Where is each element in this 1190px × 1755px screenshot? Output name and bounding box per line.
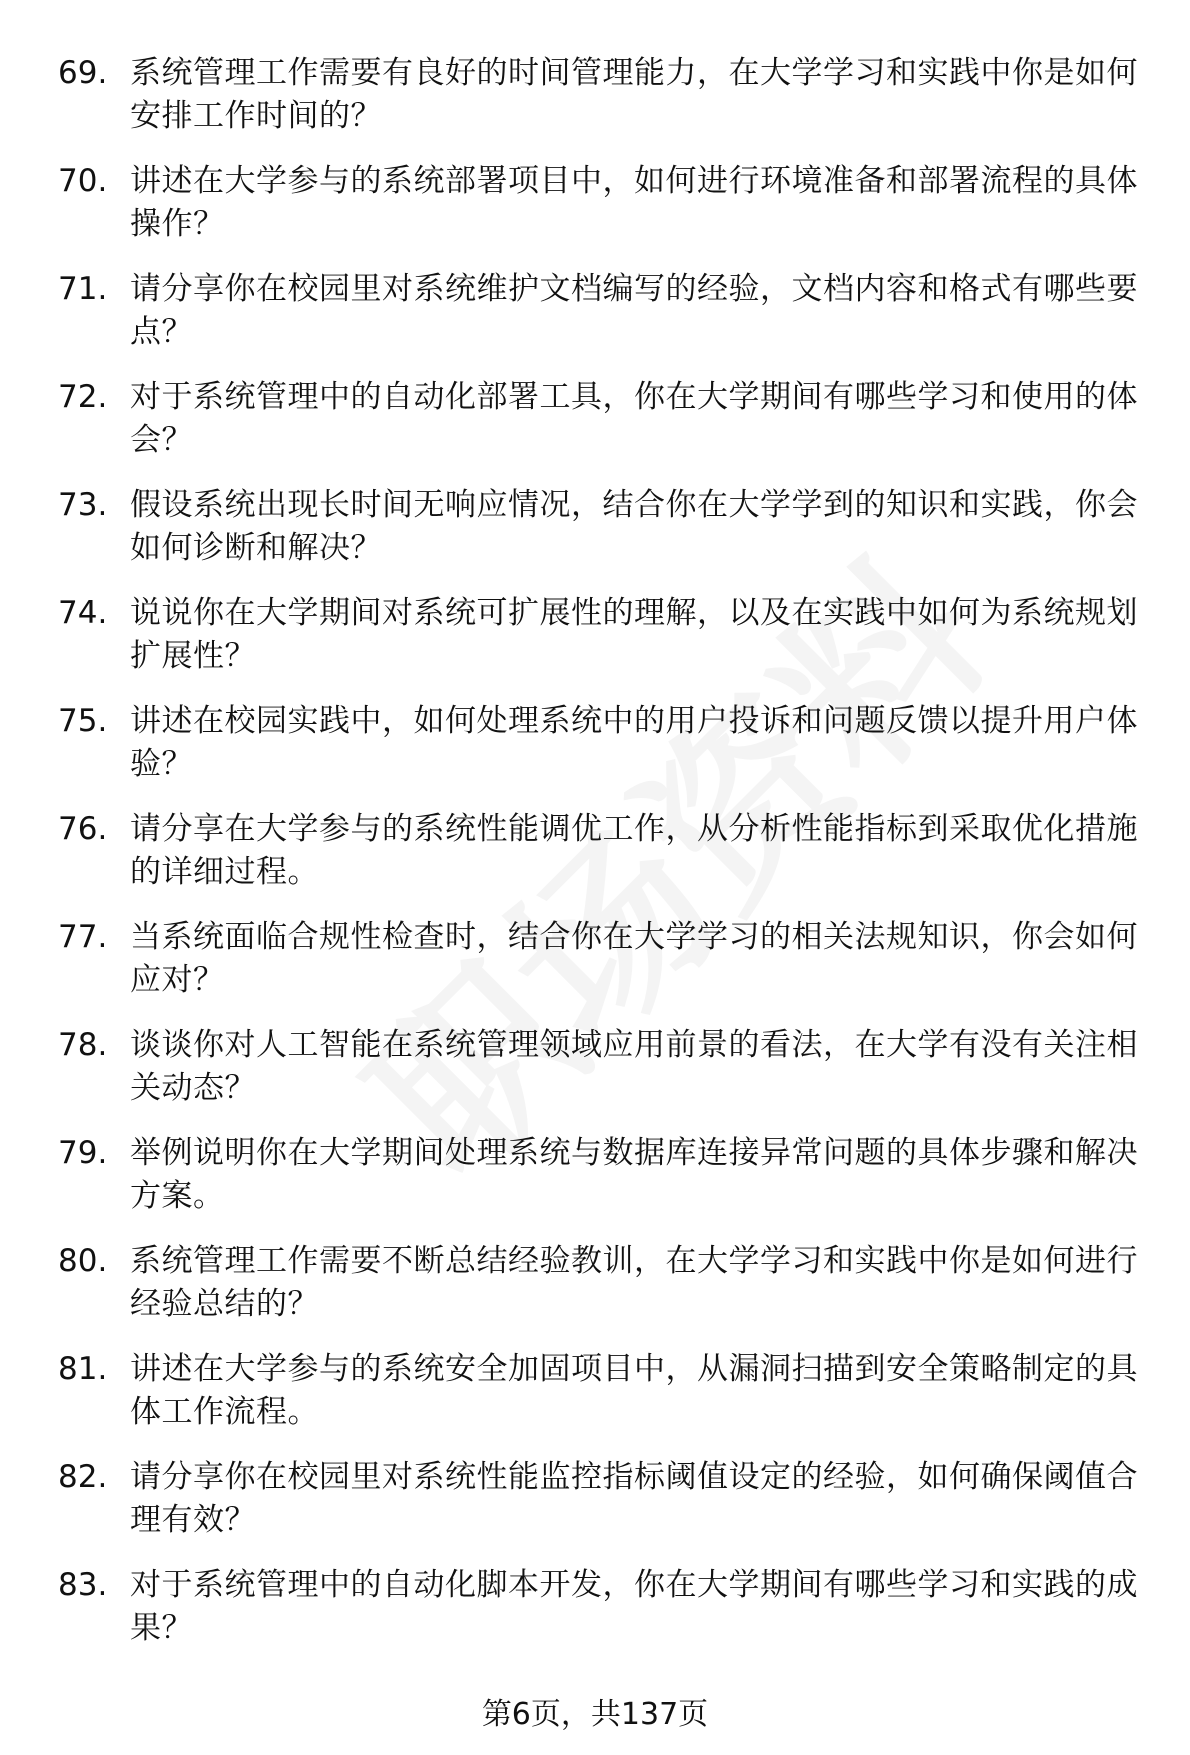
question-item xyxy=(58,1240,1148,1348)
question-text: 讲述在大学参与的系统部署项目中，如何进行环境准备和部署流程的具体操作？ xyxy=(130,163,1138,242)
question-item xyxy=(58,916,1148,1024)
question-number: 75. xyxy=(58,703,108,739)
question-item xyxy=(58,1348,1148,1456)
page-number-footer: 第6页，共137页 xyxy=(481,1697,709,1732)
question-item xyxy=(58,484,1148,592)
question-number: 74. xyxy=(58,595,108,631)
question-number: 76. xyxy=(58,811,108,847)
question-number: 83. xyxy=(58,1567,108,1603)
question-number: 69. xyxy=(58,55,108,91)
question-number: 81. xyxy=(58,1351,108,1387)
question-text: 讲述在校园实践中，如何处理系统中的用户投诉和问题反馈以提升用户体验？ xyxy=(130,703,1138,782)
question-item xyxy=(58,1024,1148,1132)
question-number: 72. xyxy=(58,379,108,415)
question-number: 78. xyxy=(58,1027,108,1063)
question-text: 举例说明你在大学期间处理系统与数据库连接异常问题的具体步骤和解决方案。 xyxy=(130,1135,1138,1214)
question-item xyxy=(58,268,1148,376)
question-item xyxy=(58,700,1148,808)
question-text: 讲述在大学参与的系统安全加固项目中，从漏洞扫描到安全策略制定的具体工作流程。 xyxy=(130,1351,1138,1430)
question-text: 对于系统管理中的自动化部署工具，你在大学期间有哪些学习和使用的体会？ xyxy=(130,379,1138,458)
question-text: 说说你在大学期间对系统可扩展性的理解，以及在实践中如何为系统规划扩展性？ xyxy=(130,595,1138,674)
question-text: 系统管理工作需要不断总结经验教训，在大学学习和实践中你是如何进行经验总结的？ xyxy=(130,1243,1138,1322)
question-number: 70. xyxy=(58,163,108,199)
question-list xyxy=(58,52,1148,1672)
question-item xyxy=(58,160,1148,268)
question-item xyxy=(58,808,1148,916)
question-item xyxy=(58,376,1148,484)
question-text: 假设系统出现长时间无响应情况，结合你在大学学到的知识和实践，你会如何诊断和解决？ xyxy=(130,487,1138,566)
question-item xyxy=(58,52,1148,160)
question-number: 82. xyxy=(58,1459,108,1495)
question-number: 79. xyxy=(58,1135,108,1171)
question-text: 请分享你在校园里对系统维护文档编写的经验，文档内容和格式有哪些要点？ xyxy=(130,271,1138,350)
question-item xyxy=(58,1456,1148,1564)
question-text: 系统管理工作需要有良好的时间管理能力，在大学学习和实践中你是如何安排工作时间的？ xyxy=(130,55,1138,134)
question-number: 80. xyxy=(58,1243,108,1279)
question-item xyxy=(58,1564,1148,1672)
question-text: 请分享你在校园里对系统性能监控指标阈值设定的经验，如何确保阈值合理有效？ xyxy=(130,1459,1138,1538)
question-item xyxy=(58,592,1148,700)
question-number: 71. xyxy=(58,271,108,307)
question-text: 请分享在大学参与的系统性能调优工作，从分析性能指标到采取优化措施的详细过程。 xyxy=(130,811,1138,890)
question-number: 73. xyxy=(58,487,108,523)
question-number: 77. xyxy=(58,919,108,955)
question-text: 谈谈你对人工智能在系统管理领域应用前景的看法，在大学有没有关注相关动态？ xyxy=(130,1027,1138,1106)
question-text: 对于系统管理中的自动化脚本开发，你在大学期间有哪些学习和实践的成果？ xyxy=(130,1567,1138,1646)
question-item xyxy=(58,1132,1148,1240)
question-text: 当系统面临合规性检查时，结合你在大学学习的相关法规知识，你会如何应对？ xyxy=(130,919,1138,998)
